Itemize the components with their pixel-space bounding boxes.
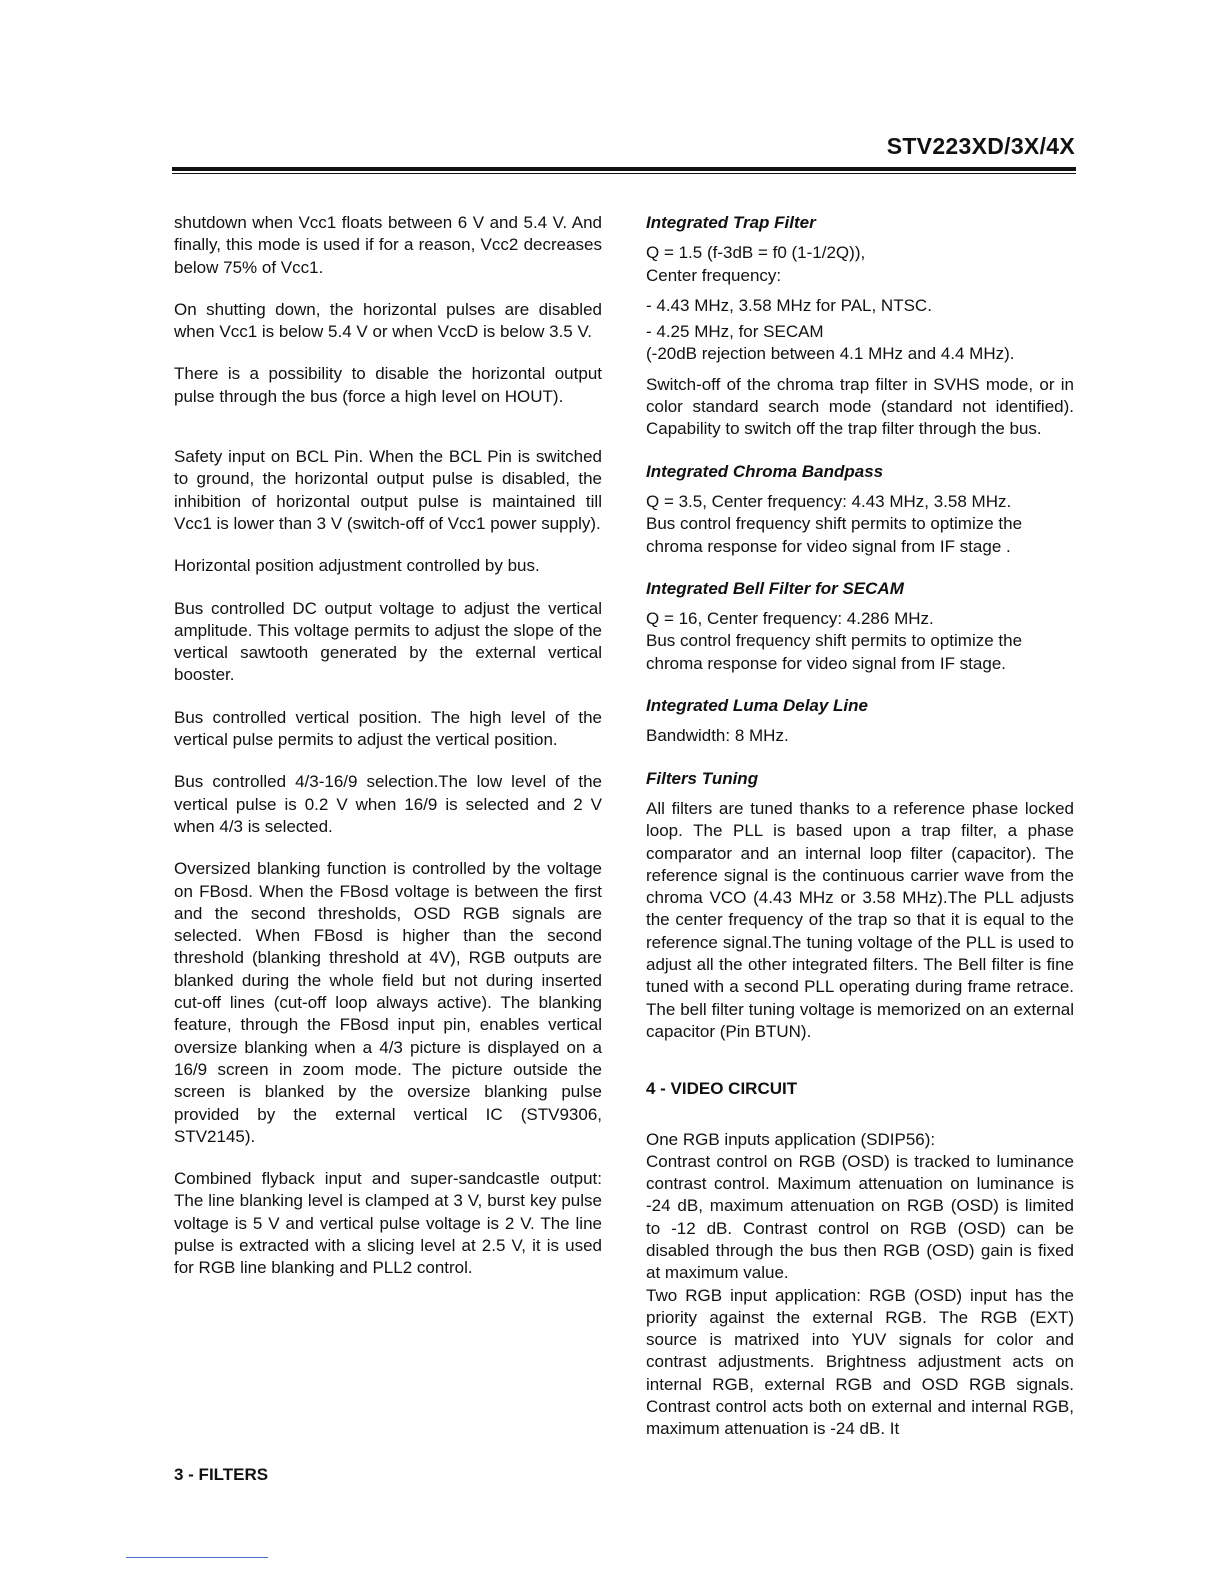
text-line: Bandwidth: 8 MHz. [646, 726, 789, 746]
paragraph: shutdown when Vcc1 floats between 6 V and 5.4 V. And finally, this mode is used if for a reason, Vcc2 decreases below 75% of Vcc1. [174, 213, 602, 277]
paragraph: Oversized blanking function is controlled by the voltage on FBosd. When the FBosd voltage is between the first and the second thresholds, OSD RGB signals are selected. When FBosd is higher than the second threshold (blanking threshold at 4V), RGB outputs are blanked during the whole field but not during inserted cut-off lines (cut-off loop always active). The blanking feature, through the FBosd input pin, enables vertical oversize blanking when a 4/3 picture is displayed on a 16/9 screen in zoom mode. The picture outside the screen is blanked by the oversize blanking pulse provided by the external vertical IC (STV9306, STV2145). [174, 859, 602, 1146]
paragraph: On shutting down, the horizontal pulses are disabled when Vcc1 is below 5.4 V or when VccD is below 3.5 V. [174, 299, 602, 342]
subheading-filters-tuning: Filters Tuning [646, 768, 759, 788]
subheading-bell-filter: Integrated Bell Filter for SECAM [646, 578, 904, 598]
text-line: Q = 3.5, Center frequency: 4.43 MHz, 3.58 MHz. [646, 491, 1012, 511]
paragraph: Safety input on BCL Pin. When the BCL Pin is switched to ground, the horizontal output pulse is disabled, the inhibition of horizontal output pulse is maintained till Vcc1 is lower than 3 V (switch-off of Vcc1 power supply). [174, 447, 602, 533]
paragraph: Two RGB input application: RGB (OSD) input has the priority against the external RGB. The RGB (EXT) source is matrixed into YUV signals for color and contrast adjustments. Brightness adjustment acts on internal RGB, external RGB and OSD RGB signals. Contrast control acts both on external and internal RGB, maximum attenuation is -24 dB. It [646, 1285, 1074, 1439]
text-line: Q = 16, Center frequency: 4.286 MHz. [646, 609, 934, 629]
subheading-trap-filter: Integrated Trap Filter [646, 213, 816, 232]
paragraph: There is a possibility to disable the horizontal output pulse through the bus (force a high level on HOUT). [174, 364, 602, 406]
paragraph: Contrast control on RGB (OSD) is tracked to luminance contrast control. Maximum attenuation on luminance is -24 dB, maximum attenuation on RGB (OSD) is limited to -12 dB. Contrast control on RGB (OSD) can be disabled through the bus then RGB (OSD) gain is fixed at maximum value. [646, 1151, 1074, 1283]
text-line: - 4.43 MHz, 3.58 MHz for PAL, NTSC. [646, 295, 932, 315]
left-column [174, 212, 602, 1300]
paragraph: Combined flyback input and super-sandcastle output: The line blanking level is clamped at 3 V, burst key pulse voltage is 5 V and vertical pulse voltage is 2 V. The line pulse is extracted with a slicing level at 2.5 V, it is used for RGB line blanking and PLL2 control. [174, 1169, 602, 1278]
header-rule-thin [172, 173, 1076, 174]
text-line: Bus control frequency shift permits to optimize the chroma response for video signal from IF stage. [646, 631, 1023, 673]
text-line: (-20dB rejection between 4.1 MHz and 4.4 MHz). [646, 344, 1015, 364]
section-heading-video-circuit: 4 - VIDEO CIRCUIT [646, 1079, 798, 1099]
subheading-chroma-bandpass: Integrated Chroma Bandpass [646, 461, 884, 481]
text-line: - 4.25 MHz, for SECAM [646, 322, 824, 342]
paragraph: Bus controlled DC output voltage to adjust the vertical amplitude. This voltage permits to adjust the slope of the vertical sawtooth generated by the external vertical booster. [174, 598, 602, 685]
footer-rule [126, 1557, 268, 1558]
text-line: One RGB inputs application (SDIP56): [646, 1129, 936, 1149]
paragraph: Bus controlled 4/3-16/9 selection.The low level of the vertical pulse is 0.2 V when 16/9 is selected and 2 V when 4/3 is selected. [174, 772, 602, 836]
right-column [646, 212, 1074, 1441]
paragraph: Switch-off of the chroma trap filter in SVHS mode, or in color standard search mode (standard not identified). Capability to switch off the trap filter through the bus. [646, 374, 1074, 439]
page-header-title: STV223XD/3X/4X [886, 133, 1075, 159]
text-line: Bus control frequency shift permits to optimize the chroma response for video signal from IF stage . [646, 514, 1023, 556]
text-line: Q = 1.5 (f-3dB = f0 (1-1/2Q)), [646, 243, 866, 263]
subheading-luma-delay: Integrated Luma Delay Line [646, 696, 868, 716]
header-rule [172, 167, 1076, 171]
paragraph: Horizontal position adjustment controlled by bus. [174, 556, 540, 576]
text-line: Center frequency: [646, 265, 782, 285]
section-heading-filters: 3 - FILTERS [174, 1465, 269, 1484]
paragraph: Bus controlled vertical position. The high level of the vertical pulse permits to adjust the vertical position. [174, 707, 602, 750]
paragraph: All filters are tuned thanks to a reference phase locked loop. The PLL is based upon a trap filter, a phase comparator and an internal loop filter (capacitor). The reference signal is the continuous carrier wave from the chroma VCO (4.43 MHz or 3.58 MHz).The PLL adjusts the center frequency of the trap so that it is equal to the reference signal.The tuning voltage of the PLL is used to adjust all the other integrated filters. The Bell filter is fine tuned with a second PLL operating during frame retrace. The bell filter tuning voltage is memorized on an external capacitor (Pin BTUN). [646, 798, 1074, 1041]
